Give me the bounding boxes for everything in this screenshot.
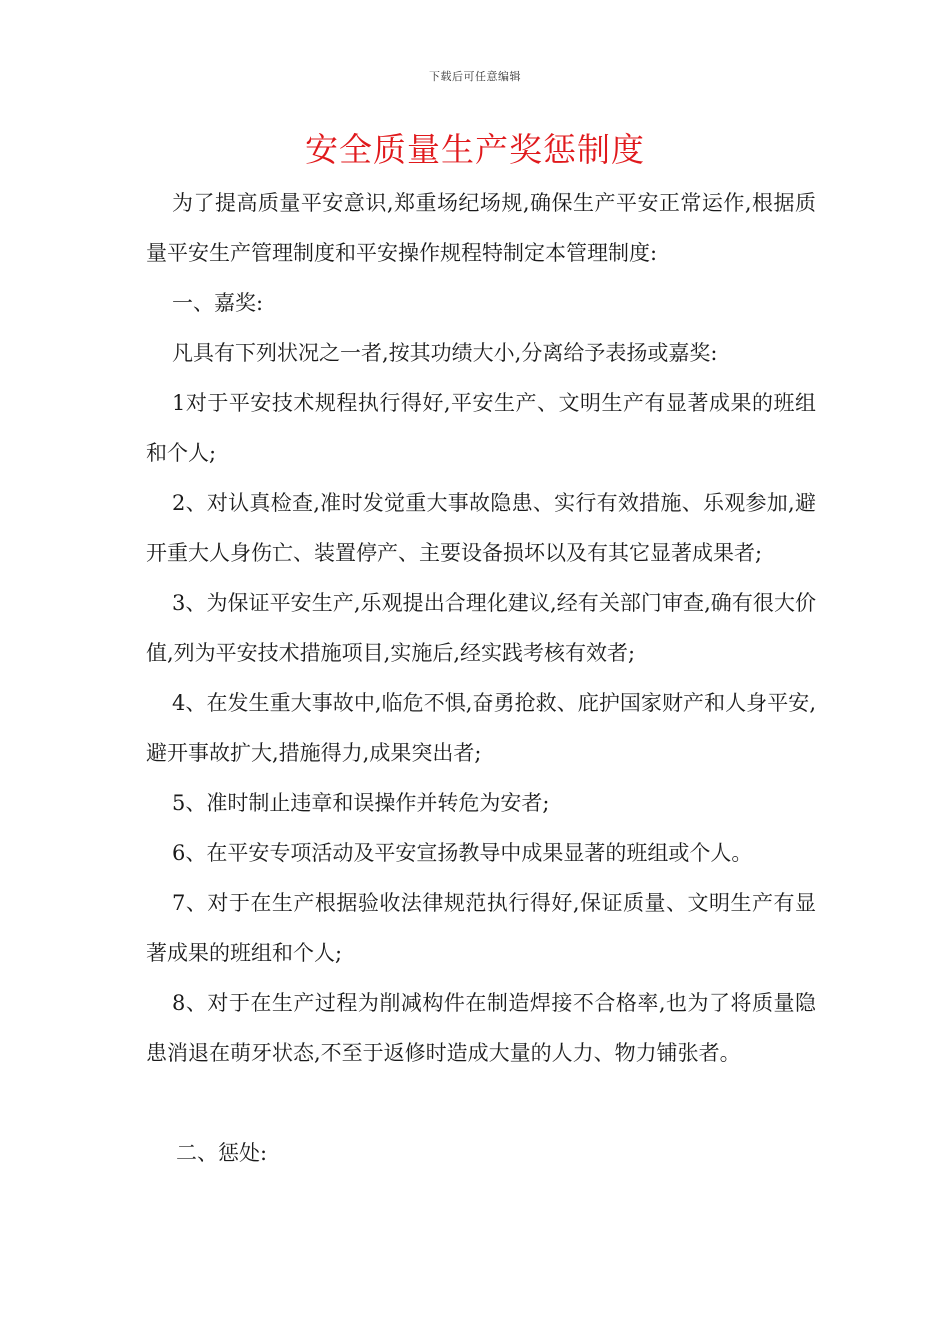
- list-item: 8、对于在生产过程为削减构件在制造焊接不合格率,也为了将质量隐患消退在萌牙状态,不至于返修时造成大量的人力、物力铺张者。: [146, 991, 816, 1065]
- intro-paragraph: 为了提高质量平安意识,郑重场纪场规,确保生产平安正常运作,根据质量平安生产管理制度和平安操作规程特制定本管理制度:: [146, 191, 816, 265]
- document-body: [146, 178, 816, 1178]
- paragraph-spacer: [146, 1078, 816, 1128]
- list-item: 5、准时制止违章和误操作并转危为安者;: [172, 791, 550, 815]
- list-item: 7、对于在生产根据验收法律规范执行得好,保证质量、文明生产有显著成果的班组和个人;: [146, 891, 816, 965]
- list-item: 2、对认真检查,准时发觉重大事故隐患、实行有效措施、乐观参加,避开重大人身伤亡、装置停产、主要设备损坏以及有其它显著成果者;: [146, 491, 816, 565]
- list-item: 6、在平安专项活动及平安宣扬教导中成果显著的班组或个人。: [172, 841, 753, 865]
- list-item: 1对于平安技术规程执行得好,平安生产、文明生产有显著成果的班组和个人;: [146, 391, 816, 465]
- list-item: 4、在发生重大事故中,临危不惧,奋勇抢救、庇护国家财产和人身平安,避开事故扩大,措施得力,成果突出者;: [146, 691, 816, 765]
- section-lead-paragraph: 凡具有下列状况之一者,按其功绩大小,分离给予表扬或嘉奖:: [172, 341, 718, 365]
- section-heading-penalties: 二、惩处:: [176, 1141, 268, 1165]
- section-heading-rewards: 一、嘉奖:: [172, 291, 264, 315]
- list-item: 3、为保证平安生产,乐观提出合理化建议,经有关部门审查,确有很大价值,列为平安技术措施项目,实施后,经实践考核有效者;: [146, 591, 816, 665]
- document-title: 安全质量生产奖惩制度: [305, 130, 645, 169]
- header-note: 下载后可任意编辑: [429, 70, 521, 83]
